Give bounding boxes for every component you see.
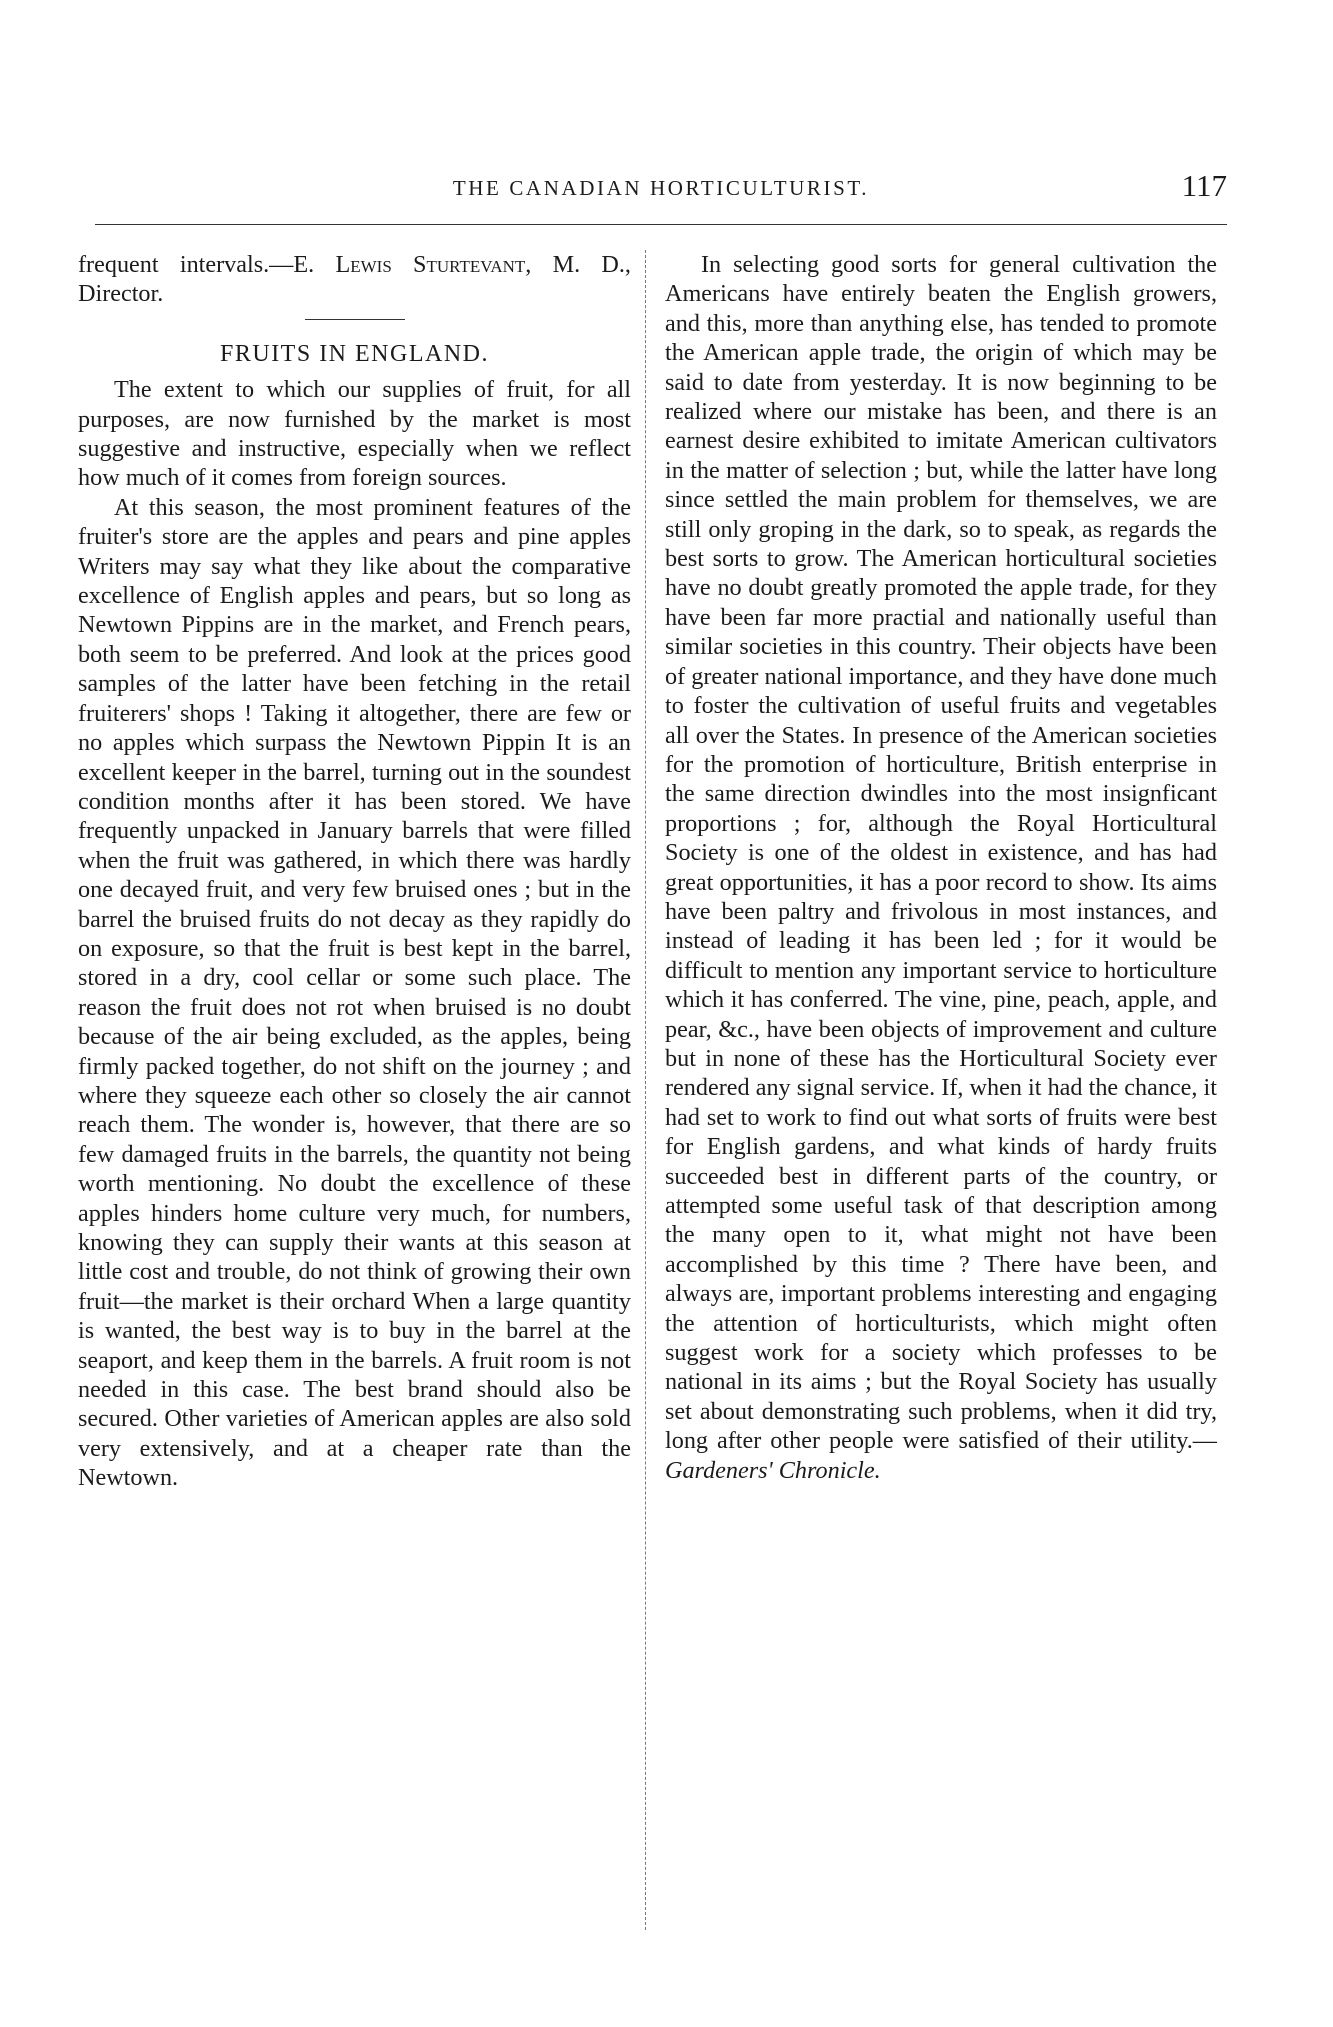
article-heading: FRUITS IN ENGLAND. [220,340,489,367]
page-header [95,168,1227,216]
paragraph-3 [665,250,1217,1485]
intro-line [78,250,631,309]
column-divider [645,250,646,1930]
intro-text: frequent intervals.—E. [78,251,336,278]
paragraph-2: At this season, the most prominent features of the fruiter's store are the apples and pears and pine apples Writers may say what they like about the comparative excellence of English apples and pears, but so long as Newtown Pippins are in the market, and French pears, both seem to be preferred. And look at the prices good samples of the latter have been fetching in the retail fruiterers' shops ! Taking it altogether, there are few or no apples which surpass the Newtown Pippin It is an excellent keeper in the barrel, turning out in the soundest condition months after it has been stored. We have frequently unpacked in January barrels that were filled when the fruit was gathered, in which there was hardly one decayed fruit, and very few bruised ones ; but in the barrel the bruised fruits do not decay as they rapidly do on exposure, so that the fruit is best kept in the barrel, stored in a dry, cool cellar or some such place. The reason the fruit does not rot when bruised is no doubt because of the air being excluded, as the apples, being firmly packed together, do not shift on the journey ; and where they squeeze each other so closely the air cannot reach them. The wonder is, however, that there are so few damaged fruits in the barrels, the quantity not being worth mentioning. No doubt the excellence of these apples hinders home culture very much, for numbers, knowing they can supply their wants at this season at little cost and trouble, do not think of growing their own fruit—the market is their orchard When a large quantity is wanted, the best way is to buy in the barrel at the seaport, and keep them in the barrels. A fruit room is not needed in this case. The best brand should also be secured. Other varieties of American apples are also sold very extensively, and at a cheaper rate than the Newtown. [78,493,631,1492]
author-suffix: , M. D., Director. [78,251,631,308]
header-rule [95,224,1227,225]
heading-rule [305,319,405,320]
source-citation: Gardeners' Chronicle. [665,1456,881,1484]
page-number: 117 [1181,168,1227,203]
author-name: Lewis Sturtevant [335,251,526,278]
running-title: THE CANADIAN HORTICULTURIST. [452,176,870,200]
right-column [665,250,1217,1485]
paragraph-1: The extent to which our supplies of fruit, for all purposes, are now furnished by the market is most suggestive and instructive, especially when we reflect how much of it comes from foreign sources. [78,376,631,492]
paragraph-3-text: In selecting good sorts for general cultivation the Americans have entirely beaten the English growers, and this, more than anything else, has tended to promote the American apple trade, the origin of which may be said to date from yesterday. It is now beginning to be realized where our mistake has been, and there is an earnest desire exhibited to imitate American cultivators in the matter of selection ; but, while the latter have long since settled the main problem for themselves, we are still only groping in the dark, so to speak, as regards the best sorts to grow. The American horticultural societies have no doubt greatly promoted the apple trade, for they have been far more practial and nationally useful than similar societies in this country. Their objects have been of greater national importance, and they have done much to foster the cultivation of useful fruits and vegetables all over the States. In presence of the American societies for the promotion of horticulture, British enterprise in the same direction dwindles into the most insignficant proportions ; for, although the Royal Horticultural Society is one of the oldest in existence, and has had great opportunities, it has a poor record to show. Its aims have been paltry and frivolous in most instances, and instead of leading it has been led ; for it would be difficult to mention any important service to horticulture which it has conferred. The vine, pine, peach, apple, and pear, &c., have been objects of improvement and culture but in none of these has the Horticultural Society ever rendered any signal service. If, when it had the chance, it had set to work to find out what sorts of fruits were best for English gardens, and what kinds of hardy fruits succeeded best in different parts of the country, or attempted some useful task of that description among the many open to it, what might not have been accomplished by this time ? There have been, and always are, important problems interesting and engaging the attention of horticulturists, which might often suggest work for a society which professes to be national in its aims ; but the Royal Society has usually set about demonstrating such problems, when it did try, long after other people were satisfied of their utility.— [665,251,1217,1455]
left-column [78,250,631,1493]
